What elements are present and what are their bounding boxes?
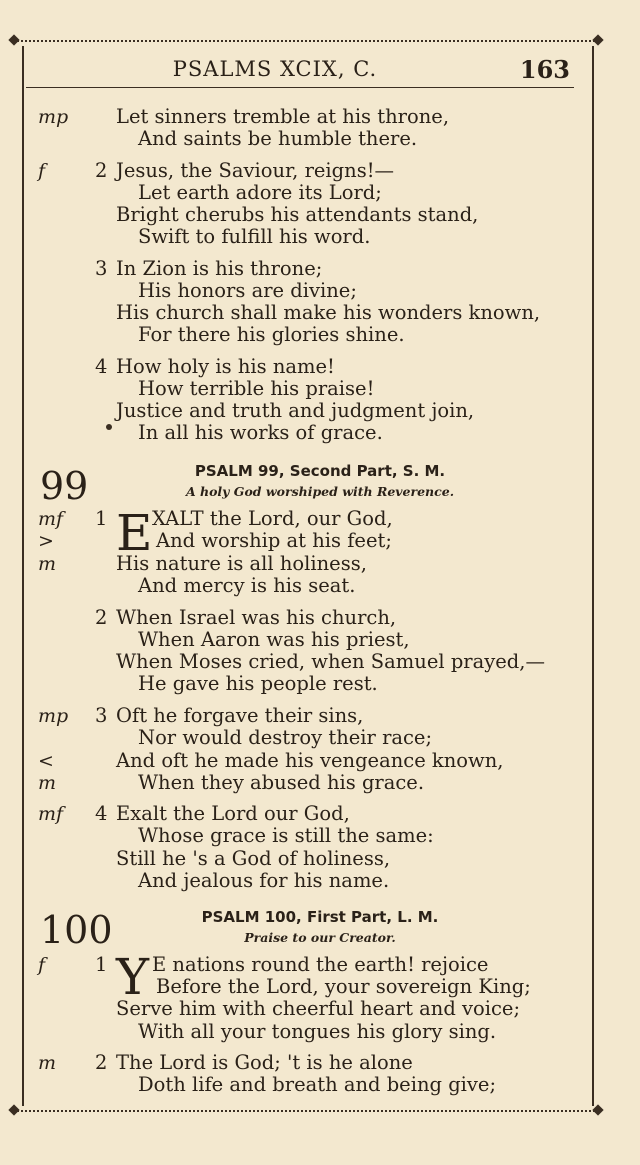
verse-text: His honors are divine; [138, 279, 357, 302]
psalm-100-dropcap: Y [116, 948, 150, 1006]
verse-line [0, 803, 600, 825]
dynamic-marking: mf [38, 803, 64, 825]
dynamic-marking: m [38, 1052, 57, 1074]
verse-line [0, 1074, 600, 1096]
verse-line [0, 302, 600, 324]
dynamic-marking: mp [38, 705, 69, 727]
verse-line [0, 182, 600, 204]
verse-text: E nations round the earth! rejoice [152, 953, 489, 976]
running-header [26, 55, 574, 88]
psalm-100-number: 100 [40, 908, 113, 952]
verse-text: Oft he forgave their sins, [116, 704, 364, 727]
verse-text: How terrible his praise! [138, 377, 375, 400]
verse-line [0, 378, 600, 400]
verse-number: 2 [95, 606, 108, 629]
verse-line [0, 553, 600, 575]
dynamic-marking: < [38, 750, 54, 772]
verse-line [0, 128, 600, 150]
verse-text: Justice and truth and judgment join, [116, 399, 475, 422]
verse-line [0, 400, 600, 422]
dynamic-marking: > [38, 530, 54, 552]
verse-text: Whose grace is still the same: [138, 824, 434, 847]
verse-text: In all his works of grace. [138, 421, 383, 444]
verse-text: Jesus, the Saviour, reigns!— [116, 159, 395, 182]
verse-line [0, 258, 600, 280]
psalm-99-number: 99 [40, 464, 89, 508]
dynamic-marking: m [38, 772, 57, 794]
psalm-99-heading: PSALM 99, Second Part, S. M. [194, 462, 446, 480]
verse-line [0, 280, 600, 302]
verse-text: Swift to fulfill his word. [138, 225, 371, 248]
dynamic-marking: m [38, 553, 57, 575]
verse-text: When Moses cried, when Samuel prayed,— [116, 650, 545, 673]
verse-text: Bright cherubs his attendants stand, [116, 203, 479, 226]
verse-text: Still he 's a God of holiness, [116, 847, 391, 870]
verse-line [0, 870, 600, 892]
verse-line [0, 356, 600, 378]
verse-line [0, 998, 600, 1020]
verse-line [0, 422, 600, 444]
verse-text: When they abused his grace. [138, 771, 425, 794]
verse-line [0, 772, 600, 794]
psalm-100-heading: PSALM 100, First Part, L. M. [201, 908, 439, 926]
verse-text: In Zion is his throne; [116, 257, 323, 280]
bottom-ornamental-rule [14, 1110, 598, 1112]
verse-text: And mercy is his seat. [138, 574, 356, 597]
verse-line [0, 848, 600, 870]
verse-line [0, 530, 600, 552]
verse-text: Serve him with cheerful heart and voice; [116, 997, 521, 1020]
verse-line [0, 750, 600, 772]
verse-text: Let earth adore its Lord; [138, 181, 382, 204]
verse-text: Before the Lord, your sovereign King; [156, 975, 531, 998]
verse-line [0, 204, 600, 226]
running-title: PSALMS XCIX, C. [172, 57, 378, 81]
verse-text: XALT the Lord, our God, [152, 507, 393, 530]
verse-text: Doth life and breath and being give; [138, 1073, 497, 1096]
psalm-100-subtitle: Praise to our Creator. [244, 930, 396, 945]
verse-line [0, 575, 600, 597]
verse-text: And jealous for his name. [138, 869, 390, 892]
verse-text: For there his glories shine. [138, 323, 405, 346]
verse-line [0, 160, 600, 182]
verse-line [0, 954, 600, 976]
verse-number: 1 [95, 953, 108, 976]
verse-text: With all your tongues his glory sing. [138, 1020, 497, 1043]
verse-line [0, 727, 600, 749]
verse-line [0, 705, 600, 727]
verse-line [0, 976, 600, 998]
verse-text: Let sinners tremble at his throne, [116, 105, 450, 128]
psalm-99-dropcap: E [116, 504, 153, 562]
verse-number: 3 [95, 704, 108, 727]
bullet-mark [106, 424, 112, 430]
verse-text: Nor would destroy their race; [138, 726, 433, 749]
verse-number: 4 [95, 802, 108, 825]
top-ornamental-rule [14, 40, 598, 42]
verse-line [0, 324, 600, 346]
page-number: 163 [519, 55, 570, 84]
verse-line [0, 226, 600, 248]
verse-line [0, 673, 600, 695]
verse-text: His church shall make his wonders known, [116, 301, 541, 324]
verse-line [0, 1052, 600, 1074]
dynamic-marking: f [38, 160, 46, 182]
verse-number: 2 [95, 159, 108, 182]
verse-number: 2 [95, 1051, 108, 1074]
verse-text: When Aaron was his priest, [138, 628, 410, 651]
verse-line [0, 508, 600, 530]
verse-line [0, 629, 600, 651]
verse-line [0, 1021, 600, 1043]
verse-line [0, 651, 600, 673]
verse-number: 1 [95, 507, 108, 530]
dynamic-marking: mp [38, 106, 69, 128]
verse-text: His nature is all holiness, [116, 552, 367, 575]
verse-text: When Israel was his church, [116, 606, 397, 629]
verse-text: And oft he made his vengeance known, [116, 749, 504, 772]
verse-text: And saints be humble there. [138, 127, 418, 150]
verse-line [0, 106, 600, 128]
dynamic-marking: f [38, 954, 46, 976]
verse-line [0, 607, 600, 629]
verse-text: And worship at his feet; [156, 529, 392, 552]
verse-text: Exalt the Lord our God, [116, 802, 350, 825]
verse-number: 3 [95, 257, 108, 280]
verse-line [0, 825, 600, 847]
dynamic-marking: mf [38, 508, 64, 530]
verse-text: He gave his people rest. [138, 672, 378, 695]
verse-text: How holy is his name! [116, 355, 335, 378]
psalm-99-subtitle: A holy God worshiped with Reverence. [185, 484, 455, 499]
verse-number: 4 [95, 355, 108, 378]
verse-text: The Lord is God; 't is he alone [116, 1051, 413, 1074]
